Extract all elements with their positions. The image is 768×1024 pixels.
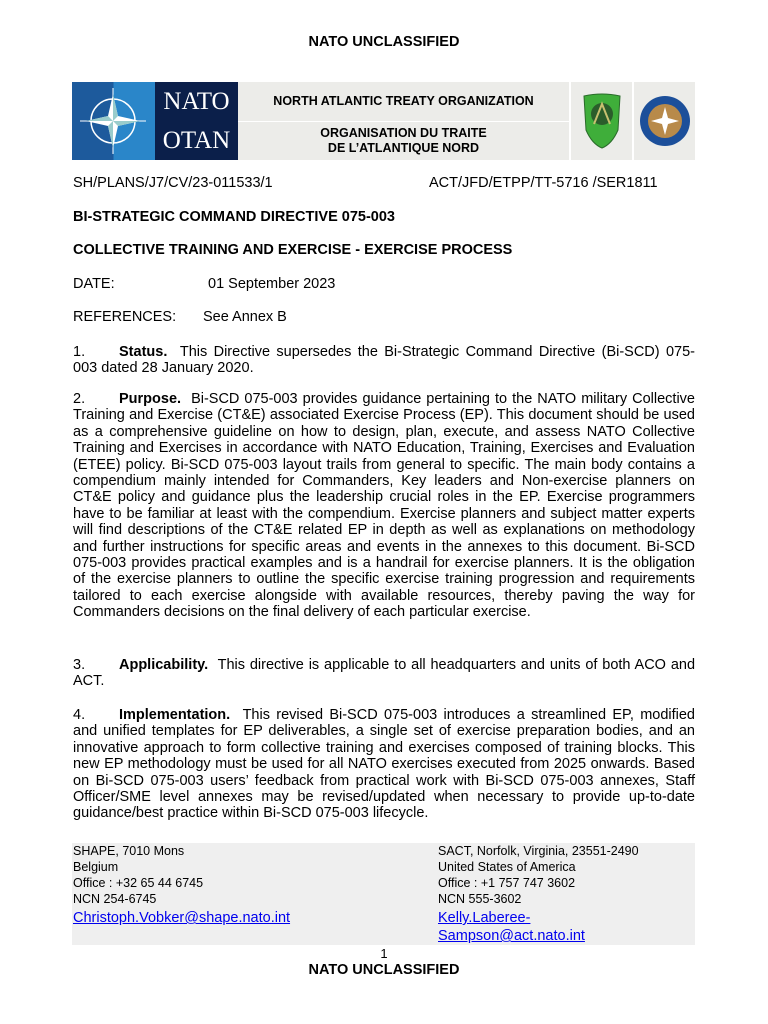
act-emblem-icon — [632, 82, 695, 160]
letterhead-banner — [72, 82, 695, 160]
paragraph-heading: Status. — [119, 344, 168, 360]
contact-shape — [73, 843, 290, 927]
org-name-english: NORTH ATLANTIC TREATY ORGANIZATION — [238, 82, 569, 122]
paragraph-implementation — [73, 707, 695, 822]
reference-right: ACT/JFD/ETPP/TT-5716 /SER1811 — [429, 175, 658, 191]
org-name-french-1: ORGANISATION DU TRAITE — [320, 125, 487, 140]
address-line: SHAPE, 7010 Mons — [73, 844, 185, 858]
reference-left: SH/PLANS/J7/CV/23-011533/1 — [73, 175, 273, 191]
nato-compass-star-icon — [72, 82, 155, 160]
directive-subtitle: COLLECTIVE TRAINING AND EXERCISE - EXERCISE PROCESS — [73, 242, 513, 258]
date-value: 01 September 2023 — [208, 276, 336, 292]
email-link[interactable]: Kelly.Laberee-Sampson@act.nato.int — [438, 910, 585, 944]
paragraph-text: This revised Bi-SCD 075-003 introduces a streamlined EP, modified and unified templates for EP deliverables, a single set of exercise preparation bodies, and an innovative approach to form collective training and exercises composed of training blocks. This new EP methodology must be used for all NATO exercises executed from 2025 onwards. Based on Bi-SCD 075-003 users’ feedback from practical work with Bi-SCD 075-003 annexes, Staff Officer/SME level annexes may be revised/updated when necessary to provide up-to-date guidance/best practice within Bi-SCD 075-003 lifecycle. — [73, 707, 695, 822]
paragraph-number: 1. — [73, 344, 86, 360]
paragraph-purpose — [73, 391, 695, 621]
address-line: Belgium — [73, 860, 119, 874]
email-link[interactable]: Christoph.Vobker@shape.nato.int — [73, 910, 291, 926]
paragraph-status — [73, 344, 695, 377]
office-phone: Office : +32 65 44 6745 — [73, 876, 204, 890]
paragraph-heading: Applicability. — [119, 657, 209, 673]
paragraph-number: 2. — [73, 391, 86, 407]
directive-title: BI-STRATEGIC COMMAND DIRECTIVE 075-003 — [73, 209, 395, 225]
date-label: DATE: — [73, 276, 115, 292]
paragraph-text: This directive is applicable to all headquarters and units of both ACO and ACT. — [73, 657, 696, 690]
page-number: 1 — [380, 946, 388, 961]
paragraph-heading: Purpose. — [119, 391, 182, 407]
contact-sact — [438, 843, 639, 945]
contact-footer — [72, 843, 695, 945]
address-line: SACT, Norfolk, Virginia, 23551-2490 — [438, 844, 639, 858]
org-name-french-2: DE L’ATLANTIQUE NORD — [327, 140, 480, 155]
logo-otan-text: OTAN — [162, 126, 231, 154]
paragraph-heading: Implementation. — [119, 707, 231, 723]
office-phone: Office : +1 757 747 3602 — [438, 876, 576, 890]
classification-top: NATO UNCLASSIFIED — [308, 34, 460, 50]
logo-nato-text: NATO — [163, 87, 230, 115]
ncn-phone: NCN 555-3602 — [438, 892, 522, 906]
nato-logo — [72, 82, 238, 160]
paragraph-applicability — [73, 657, 695, 690]
ncn-phone: NCN 254-6745 — [73, 892, 157, 906]
paragraph-number: 3. — [73, 657, 86, 673]
paragraph-text: Bi-SCD 075-003 provides guidance pertaining to the NATO military Collective Training and Exercise (CT&E) associated Exercise Process (EP). This document should be used as a comprehensive guideline on how to design, plan, execute, and assess NATO Collective Training and Exercises in accordance with NATO Education, Training, Exercises and Evaluation (ETEE) policy. Bi-SCD 075-003 layout trails from general to specific. The main body contains a compendium mainly intended for Commanders, Key leaders and Non-exercise planners on CT&E policy and guidance plus the leadership crucial roles in the EP. Exercise programmers have to be familiar at least with the compendium. Exercise planners and subject matter experts will find descriptions of the CT&E related EP in depth as well as explanations on methodology and further instructions for specific areas and events in the annexes to this document. Bi-SCD 075-003 provides practical examples and is a handrail for exercise planners. It is the obligation of the exercise planners to outline the specific exercise training progression and requirements tailored to each exercise alongside with available resources, thereby paving the way for Commanders decisions on the final delivery of each particular exercise. — [73, 391, 695, 621]
paragraph-number: 4. — [73, 707, 86, 723]
references-line — [73, 309, 287, 325]
aco-shield-icon — [569, 82, 632, 160]
date-line — [73, 276, 335, 292]
classification-bottom: NATO UNCLASSIFIED — [308, 962, 460, 978]
references-label: REFERENCES: — [73, 309, 177, 325]
references-value: See Annex B — [203, 309, 287, 325]
paragraph-text: This Directive supersedes the Bi-Strategic Command Directive (Bi-SCD) 075-003 dated 28 January 2020. — [73, 344, 696, 377]
address-line: United States of America — [438, 860, 576, 874]
reference-numbers — [73, 175, 695, 191]
